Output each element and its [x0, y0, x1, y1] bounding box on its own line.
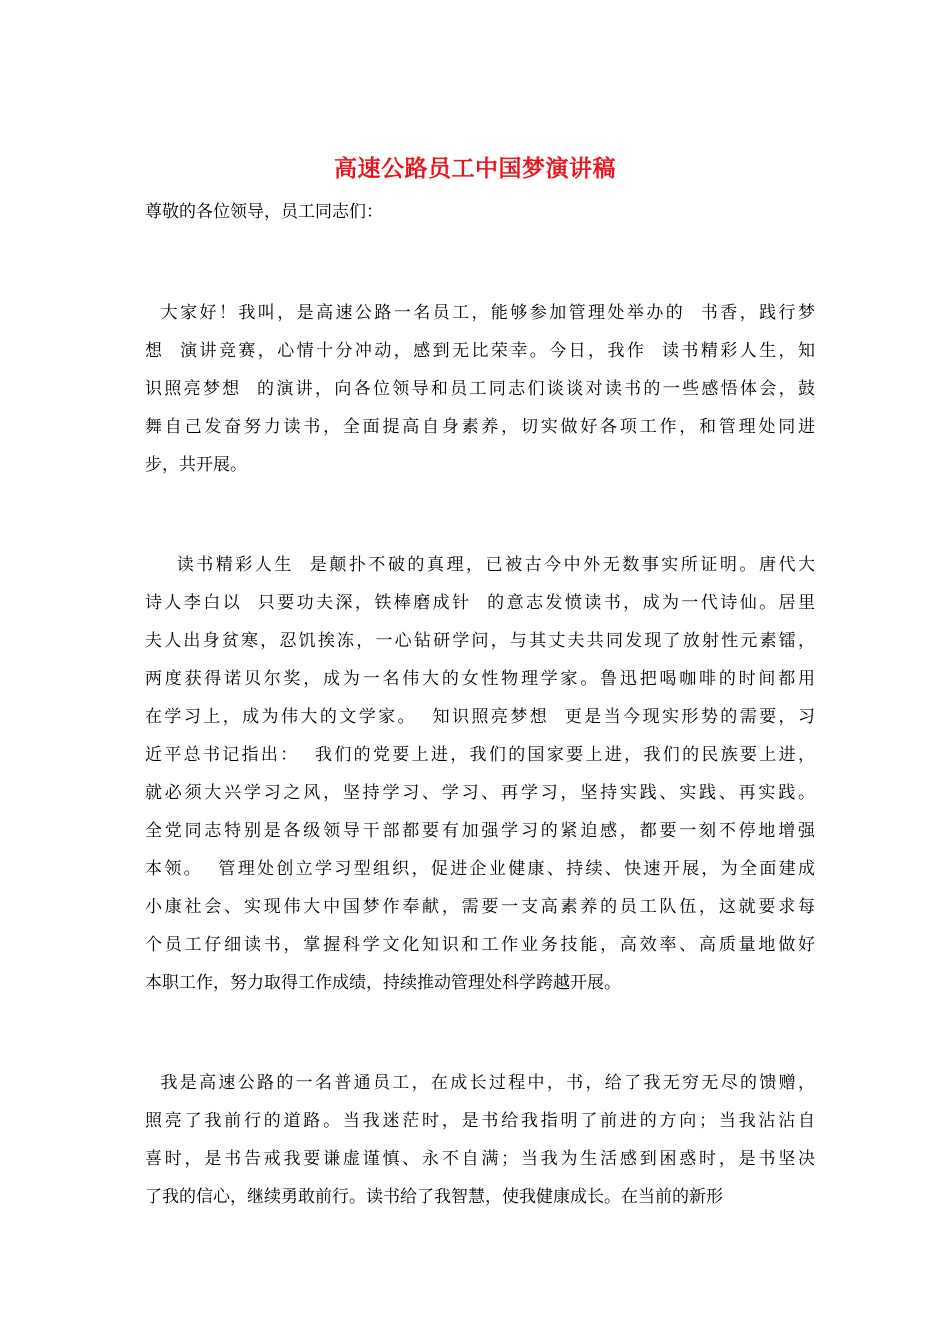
paragraph-3 [145, 1064, 815, 1216]
paragraph-line: 在学习上，成为伟大的文学家。 知识照亮梦想 更是当今现实形势的需要，习 [145, 707, 815, 727]
paragraph-1 [145, 294, 815, 484]
paragraph-line: 诗人李白以 只要功夫深，铁棒磨成针 的意志发愤读书，成为一代诗仙。居里 [145, 593, 815, 613]
paragraph-line: 照亮了我前行的道路。当我迷茫时，是书给我指明了前进的方向；当我沾沾自 [145, 1111, 815, 1131]
paragraph-line: 步，共开展。 [145, 455, 247, 475]
paragraph-line: 舞自己发奋努力读书，全面提高自身素养，切实做好各项工作，和管理处同进 [145, 417, 815, 437]
paragraph-line: 了我的信心，继续勇敢前行。读书给了我智慧，使我健康成长。在当前的新形 [145, 1187, 723, 1207]
paragraph-line: 小康社会、实现伟大中国梦作奉献，需要一支高素养的员工队伍，这就要求每 [145, 897, 815, 917]
paragraph-line: 本领。 管理处创立学习型组织，促进企业健康、持续、快速开展，为全面建成 [145, 859, 815, 879]
paragraph-line: 读书精彩人生 是颠扑不破的真理，已被古今中外无数事实所证明。唐代大 [145, 555, 815, 575]
document-title: 高速公路员工中国梦演讲稿 [334, 155, 616, 182]
paragraph-line: 全党同志特别是各级领导干部都要有加强学习的紧迫感，都要一刻不停地增强 [145, 821, 815, 841]
paragraph-line: 想 演讲竞赛，心情十分冲动，感到无比荣幸。今日，我作 读书精彩人生，知 [145, 341, 815, 361]
salutation: 尊敬的各位领导，员工同志们： [145, 202, 383, 222]
paragraph-line: 识照亮梦想 的演讲，向各位领导和员工同志们谈谈对读书的一些感悟体会，鼓 [145, 379, 815, 399]
paragraph-line: 个员工仔细读书，掌握科学文化知识和工作业务技能，高效率、高质量地做好 [145, 935, 815, 955]
paragraph-line: 我是高速公路的一名普通员工，在成长过程中，书，给了我无穷无尽的馈赠， [145, 1073, 815, 1093]
paragraph-line: 夫人出身贫寒，忍饥挨冻，一心钻研学问，与其丈夫共同发现了放射性元素镭， [145, 631, 815, 651]
paragraph-2 [145, 546, 815, 1002]
paragraph-line: 就必须大兴学习之风，坚持学习、学习、再学习，坚持实践、实践、再实践。 [145, 783, 815, 803]
paragraph-line: 近平总书记指出： 我们的党要上进，我们的国家要上进，我们的民族要上进， [145, 745, 815, 765]
paragraph-line: 喜时，是书告戒我要谦虚谨慎、永不自满；当我为生活感到困惑时，是书坚决 [145, 1149, 815, 1169]
paragraph-line: 本职工作，努力取得工作成绩，持续推动管理处科学跨越开展。 [145, 973, 621, 993]
paragraph-line: 大家好！我叫，是高速公路一名员工，能够参加管理处举办的 书香，践行梦 [145, 303, 815, 323]
paragraph-line: 两度获得诺贝尔奖，成为一名伟大的女性物理学家。鲁迅把喝咖啡的时间都用 [145, 669, 815, 689]
